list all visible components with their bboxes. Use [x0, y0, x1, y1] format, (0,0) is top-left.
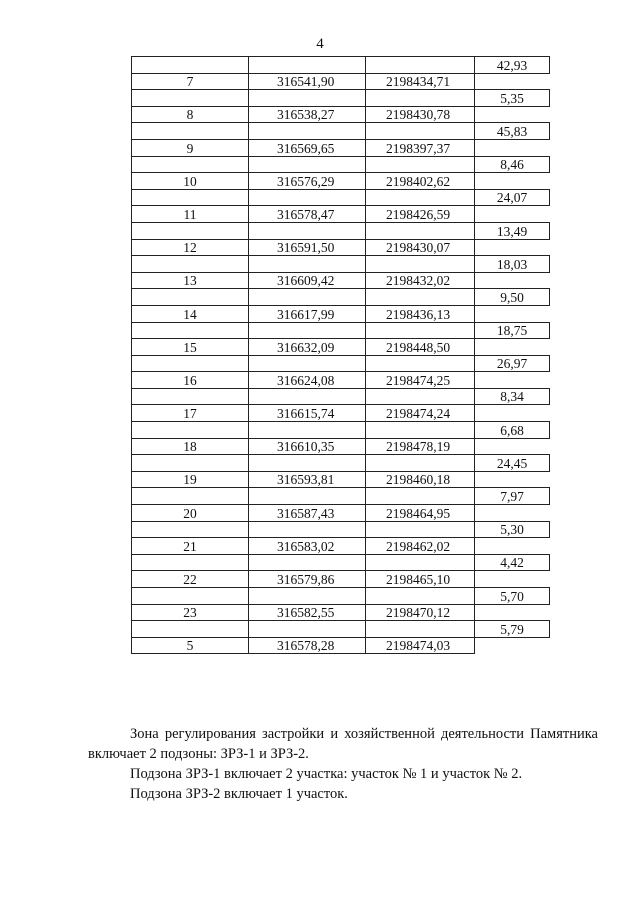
empty-cell	[132, 90, 249, 107]
table-row-distance	[132, 57, 550, 74]
table-row-distance	[132, 90, 550, 107]
empty-cell	[132, 156, 249, 173]
x-coordinate: 316578,28	[249, 637, 366, 654]
empty-cell	[249, 322, 366, 339]
empty-cell	[249, 222, 366, 239]
subzone-2-paragraph: Подзона ЗРЗ-2 включает 1 участок.	[130, 786, 348, 802]
empty-cell	[366, 488, 475, 505]
point-number: 7	[132, 73, 249, 90]
empty-cell	[249, 57, 366, 74]
segment-length: 5,30	[475, 521, 550, 538]
segment-length: 5,35	[475, 90, 550, 107]
empty-cell	[475, 73, 550, 90]
table-row-point	[132, 305, 550, 322]
empty-cell	[249, 123, 366, 140]
y-coordinate: 2198426,59	[366, 206, 475, 223]
table-row-distance	[132, 521, 550, 538]
empty-cell	[249, 355, 366, 372]
table-row-point	[132, 139, 550, 156]
empty-cell	[249, 621, 366, 638]
empty-cell	[132, 57, 249, 74]
y-coordinate: 2198462,02	[366, 538, 475, 555]
x-coordinate: 316587,43	[249, 505, 366, 522]
point-number: 22	[132, 571, 249, 588]
empty-cell	[132, 521, 249, 538]
empty-cell	[475, 139, 550, 156]
empty-cell	[366, 90, 475, 107]
empty-cell	[475, 372, 550, 389]
segment-length: 26,97	[475, 355, 550, 372]
empty-cell	[475, 339, 550, 356]
segment-length: 18,75	[475, 322, 550, 339]
empty-cell	[366, 156, 475, 173]
table-row-distance	[132, 222, 550, 239]
y-coordinate: 2198460,18	[366, 471, 475, 488]
x-coordinate: 316632,09	[249, 339, 366, 356]
empty-cell	[366, 57, 475, 74]
empty-cell	[132, 422, 249, 439]
empty-cell	[132, 588, 249, 605]
y-coordinate: 2198430,07	[366, 239, 475, 256]
empty-cell	[249, 289, 366, 306]
empty-cell	[132, 488, 249, 505]
empty-cell	[249, 388, 366, 405]
point-number: 10	[132, 173, 249, 190]
table-row-point	[132, 339, 550, 356]
table-row-point	[132, 637, 550, 654]
x-coordinate: 316609,42	[249, 272, 366, 289]
empty-cell	[366, 189, 475, 206]
table-row-distance	[132, 388, 550, 405]
empty-cell	[475, 637, 550, 654]
table-row-distance	[132, 256, 550, 273]
empty-cell	[475, 571, 550, 588]
table-row-distance	[132, 355, 550, 372]
empty-cell	[249, 488, 366, 505]
x-coordinate: 316569,65	[249, 139, 366, 156]
empty-cell	[366, 322, 475, 339]
y-coordinate: 2198434,71	[366, 73, 475, 90]
table-row-point	[132, 372, 550, 389]
table-row-distance	[132, 189, 550, 206]
segment-length: 4,42	[475, 554, 550, 571]
empty-cell	[366, 422, 475, 439]
y-coordinate: 2198432,02	[366, 272, 475, 289]
coordinates-table	[131, 56, 550, 654]
table-row-point	[132, 73, 550, 90]
empty-cell	[366, 256, 475, 273]
empty-cell	[249, 588, 366, 605]
empty-cell	[366, 588, 475, 605]
table-row-distance	[132, 322, 550, 339]
segment-length: 6,68	[475, 422, 550, 439]
empty-cell	[475, 239, 550, 256]
y-coordinate: 2198436,13	[366, 305, 475, 322]
y-coordinate: 2198478,19	[366, 438, 475, 455]
table-row-point	[132, 471, 550, 488]
table-row-distance	[132, 621, 550, 638]
table-row-point	[132, 206, 550, 223]
empty-cell	[475, 405, 550, 422]
empty-cell	[249, 554, 366, 571]
y-coordinate: 2198397,37	[366, 139, 475, 156]
x-coordinate: 316583,02	[249, 538, 366, 555]
zone-description	[88, 724, 598, 804]
segment-length: 24,07	[475, 189, 550, 206]
table-row-point	[132, 272, 550, 289]
table-row-point	[132, 538, 550, 555]
empty-cell	[132, 189, 249, 206]
y-coordinate: 2198464,95	[366, 505, 475, 522]
segment-length: 5,79	[475, 621, 550, 638]
segment-length: 18,03	[475, 256, 550, 273]
empty-cell	[132, 355, 249, 372]
table-row-point	[132, 173, 550, 190]
x-coordinate: 316578,47	[249, 206, 366, 223]
table-row-distance	[132, 422, 550, 439]
point-number: 15	[132, 339, 249, 356]
empty-cell	[132, 388, 249, 405]
y-coordinate: 2198474,25	[366, 372, 475, 389]
empty-cell	[475, 305, 550, 322]
subzone-1-paragraph: Подзона ЗРЗ-1 включает 2 участка: участок № 1 и участок № 2.	[130, 766, 523, 782]
point-number: 13	[132, 272, 249, 289]
table-row-point	[132, 239, 550, 256]
empty-cell	[475, 206, 550, 223]
y-coordinate: 2198474,24	[366, 405, 475, 422]
segment-length: 24,45	[475, 455, 550, 472]
empty-cell	[366, 123, 475, 140]
empty-cell	[249, 521, 366, 538]
segment-length: 8,46	[475, 156, 550, 173]
x-coordinate: 316591,50	[249, 239, 366, 256]
empty-cell	[366, 355, 475, 372]
point-number: 11	[132, 206, 249, 223]
table-row-point	[132, 106, 550, 123]
empty-cell	[249, 256, 366, 273]
segment-length: 7,97	[475, 488, 550, 505]
segment-length: 13,49	[475, 222, 550, 239]
y-coordinate: 2198402,62	[366, 173, 475, 190]
table-row-point	[132, 571, 550, 588]
empty-cell	[366, 289, 475, 306]
point-number: 17	[132, 405, 249, 422]
empty-cell	[132, 123, 249, 140]
empty-cell	[366, 521, 475, 538]
point-number: 9	[132, 139, 249, 156]
point-number: 5	[132, 637, 249, 654]
table-row-distance	[132, 588, 550, 605]
page-number: 4	[316, 36, 324, 52]
x-coordinate: 316579,86	[249, 571, 366, 588]
empty-cell	[475, 438, 550, 455]
x-coordinate: 316541,90	[249, 73, 366, 90]
empty-cell	[475, 538, 550, 555]
table-row-point	[132, 604, 550, 621]
y-coordinate: 2198448,50	[366, 339, 475, 356]
x-coordinate: 316582,55	[249, 604, 366, 621]
y-coordinate: 2198430,78	[366, 106, 475, 123]
y-coordinate: 2198474,03	[366, 637, 475, 654]
empty-cell	[475, 106, 550, 123]
empty-cell	[475, 604, 550, 621]
table-row-distance	[132, 123, 550, 140]
x-coordinate: 316593,81	[249, 471, 366, 488]
empty-cell	[249, 189, 366, 206]
empty-cell	[366, 222, 475, 239]
table-row-distance	[132, 289, 550, 306]
empty-cell	[475, 471, 550, 488]
table-row-point	[132, 505, 550, 522]
empty-cell	[475, 272, 550, 289]
x-coordinate: 316624,08	[249, 372, 366, 389]
empty-cell	[132, 222, 249, 239]
point-number: 18	[132, 438, 249, 455]
empty-cell	[475, 505, 550, 522]
empty-cell	[132, 621, 249, 638]
table-row-distance	[132, 156, 550, 173]
segment-length: 45,83	[475, 123, 550, 140]
point-number: 8	[132, 106, 249, 123]
zone-paragraph: Зона регулирования застройки и хозяйственной деятельности Памятника включает 2 подзоны: ЗРЗ-1 и ЗРЗ-2.	[88, 726, 598, 762]
empty-cell	[475, 173, 550, 190]
y-coordinate: 2198465,10	[366, 571, 475, 588]
empty-cell	[366, 554, 475, 571]
empty-cell	[132, 322, 249, 339]
y-coordinate: 2198470,12	[366, 604, 475, 621]
table-row-distance	[132, 554, 550, 571]
x-coordinate: 316538,27	[249, 106, 366, 123]
table-row-point	[132, 438, 550, 455]
segment-length: 5,70	[475, 588, 550, 605]
point-number: 14	[132, 305, 249, 322]
x-coordinate: 316617,99	[249, 305, 366, 322]
x-coordinate: 316576,29	[249, 173, 366, 190]
empty-cell	[249, 455, 366, 472]
table-row-point	[132, 405, 550, 422]
point-number: 16	[132, 372, 249, 389]
empty-cell	[366, 388, 475, 405]
point-number: 12	[132, 239, 249, 256]
point-number: 19	[132, 471, 249, 488]
empty-cell	[366, 621, 475, 638]
table-row-distance	[132, 488, 550, 505]
point-number: 21	[132, 538, 249, 555]
empty-cell	[249, 156, 366, 173]
segment-length: 42,93	[475, 57, 550, 74]
empty-cell	[249, 422, 366, 439]
empty-cell	[132, 256, 249, 273]
point-number: 20	[132, 505, 249, 522]
table-row-distance	[132, 455, 550, 472]
empty-cell	[132, 455, 249, 472]
x-coordinate: 316615,74	[249, 405, 366, 422]
empty-cell	[366, 455, 475, 472]
x-coordinate: 316610,35	[249, 438, 366, 455]
empty-cell	[132, 554, 249, 571]
point-number: 23	[132, 604, 249, 621]
empty-cell	[132, 289, 249, 306]
segment-length: 9,50	[475, 289, 550, 306]
empty-cell	[249, 90, 366, 107]
segment-length: 8,34	[475, 388, 550, 405]
